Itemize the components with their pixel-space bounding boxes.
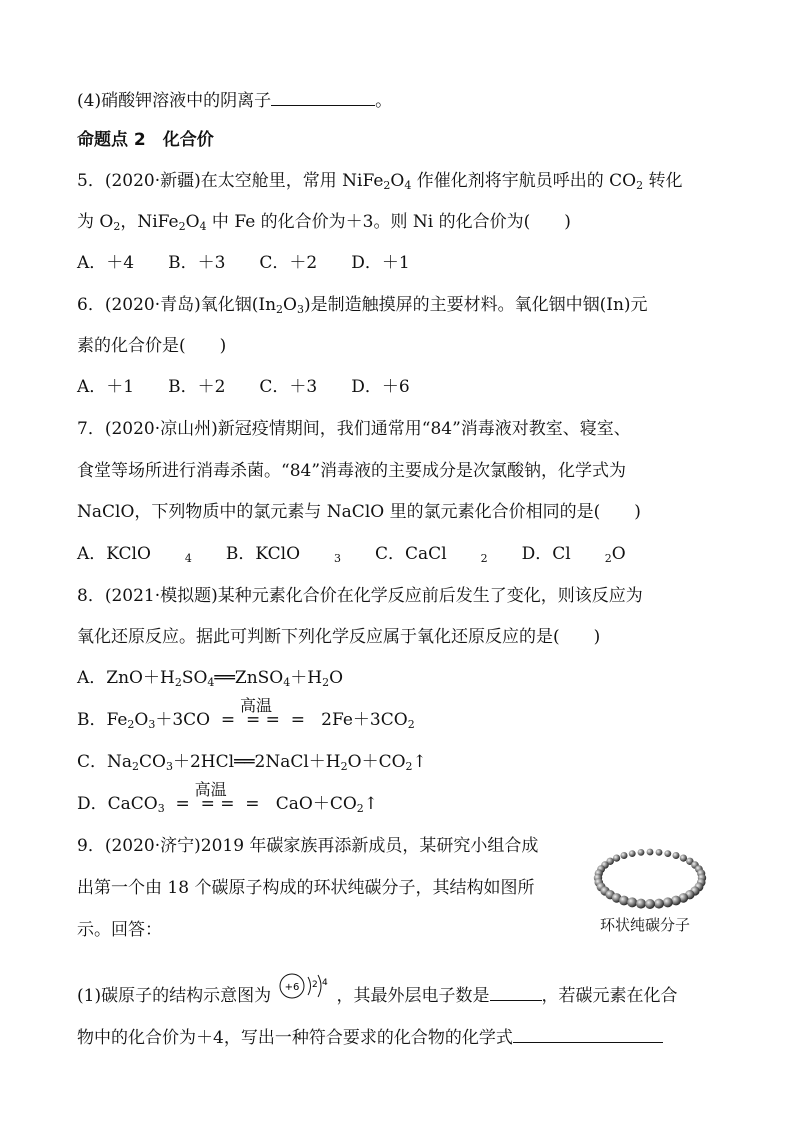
q8-option-c[interactable]: C．$Na_2CO_3+2HCl══2NaCl+H_2O+CO_2↑$ [77,752,427,773]
q9-sub1: (1)碳原子的结构示意图为 +6 2 4 ，其最外层电子数是 ，若碳元素在化合 [77,985,678,1006]
carbon-atom-ball [663,897,673,907]
option-c[interactable]: C．＋3 [259,377,318,397]
carbon-atom-ball [619,896,629,906]
carbon-atom-ball [647,849,654,856]
shell2-label: 4 [321,977,328,988]
carbon-atom-ball [636,899,646,909]
carbon-atom-diagram-icon [277,971,337,1005]
q9-line3: 示。回答： [77,920,162,940]
gas-arrow-icon: ↑ [412,752,427,772]
option-c[interactable]: C．CaCl $_2$ [375,544,488,565]
carbon-atom-ball [638,849,645,856]
figure-caption: 环状纯碳分子 [600,916,691,934]
section-heading: 命题点 2 化合价 [77,130,214,150]
q6-line1: 6．(2020·青岛)氧化铟$(In_2O_3)$是制造触摸屏的主要材料。氧化铟中铟(In)元 [77,295,648,316]
q9-line1: 9．(2020·济宁)2019 年碳家族再添新成员，某研究小组合成 [77,836,539,856]
option-a[interactable]: A．KClO $_4$ [77,544,192,565]
option-b[interactable]: B．KClO $_3$ [225,544,342,565]
q4-line [77,90,392,111]
q6-line2: 素的化合价是( ) [77,336,227,356]
option-d[interactable]: D．Cl $_2$O [521,544,626,565]
option-d[interactable]: D．＋6 [351,377,410,397]
option-b[interactable]: B．＋3 [168,253,226,273]
q8-line1: 8．(2021·模拟题)某种元素化合价在化学反应前后发生了变化，则该反应为 [77,586,643,606]
carbon-atom-ball [645,899,655,909]
option-d[interactable]: D．＋1 [351,253,410,273]
option-b[interactable]: B．＋2 [168,377,226,397]
answer-blank[interactable] [490,985,542,1001]
q8-line2: 氧化还原反应。据此可判断下列化学反应属于氧化还原反应的是( ) [77,627,601,647]
q5-options [77,253,444,273]
q7-options [77,544,694,564]
answer-blank[interactable] [271,90,375,106]
carbon-atom-ball [680,855,687,862]
carbon-atom-ball [671,896,681,906]
q9-sub2: 物中的化合价为＋4，写出一种符合要求的化合物的化学式 [77,1027,663,1048]
carbon-atom-ball [673,852,680,859]
carbon-atom-ball [621,852,628,859]
q7-line3: NaClO，下列物质中的氯元素与 NaClO 里的氯元素化合价相同的是( ) [77,502,641,522]
option-a[interactable]: A．＋1 [77,377,135,397]
reaction-condition: 高温 = [194,780,227,814]
q8-option-d[interactable]: D．CaCO$_3$ = 高温 = = = $CaO+CO_2↑$ [77,780,379,815]
q7-line1: 7．(2020·凉山州)新冠疫情期间，我们通常用“84”消毒液对教室、寝室、 [77,419,631,439]
carbon-atom-ball [613,855,620,862]
q7-line2: 食堂等场所进行消毒杀菌。“84”消毒液的主要成分是次氯酸钠，化学式为 [77,461,627,481]
shell1-label: 2 [311,979,318,990]
nucleus-label: +6 [284,981,299,993]
carbon-atom-ball [654,899,664,909]
reaction-condition: 高温 = [240,696,273,730]
q6-options [77,377,444,397]
option-c[interactable]: C．＋2 [259,253,318,273]
q8-option-a[interactable]: A．$ZnO+H_2SO_4══ZnSO_4+H_2O$ [77,668,343,689]
carbon-atom-ball [627,897,637,907]
q5-line1: 5．(2020·新疆)在太空舱里，常用 $NiFe_2O_4$ 作催化剂将宇航员呼出的 $CO_2$ 转化 [77,171,683,192]
q4-end: 。 [375,91,393,111]
q8-option-b[interactable]: B．$Fe_2O_3+3CO$ = 高温 = = = $2Fe+3CO_2$ [77,696,415,731]
answer-blank[interactable] [513,1027,663,1043]
option-a[interactable]: A．＋4 [77,253,135,273]
q5-line2: 为 $O_2$，$NiFe_2O_4$ 中 Fe 的化合价为＋3。则 Ni 的化合价为( ) [77,212,571,233]
gas-arrow-icon: ↑ [363,794,379,814]
q9-line2: 出第一个由 18 个碳原子构成的环状纯碳分子，其结构如图所 [77,878,535,898]
q4-text: (4)硝酸钾溶液中的阴离子 [77,91,272,111]
carbon-atom-ball [629,850,636,857]
carbon-atom-ball [656,849,663,856]
carbon-atom-ball [664,850,671,857]
